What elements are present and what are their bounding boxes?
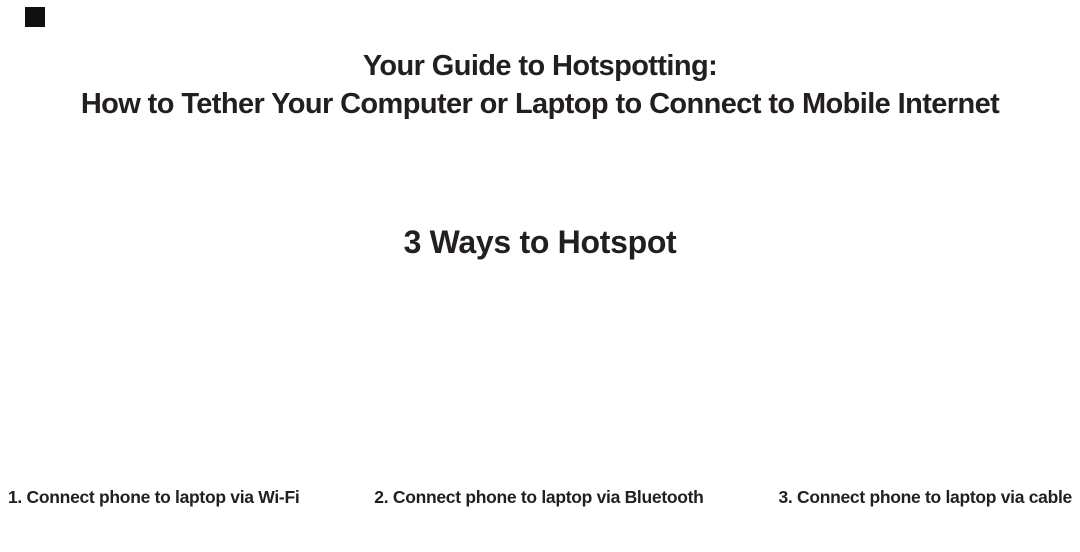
section-heading: 3 Ways to Hotspot [403,224,677,260]
step-3-caption: 3. Connect phone to laptop via cable [778,487,1072,507]
corner-square-marker [25,7,45,27]
page-title-line-1: Your Guide to Hotspotting: [362,50,718,82]
page-title-line-2: How to Tether Your Computer or Laptop to Connect to Mobile Internet [80,88,1000,120]
steps-row [0,487,1080,508]
step-1-caption: 1. Connect phone to laptop via Wi-Fi [8,487,300,507]
step-2-caption: 2. Connect phone to laptop via Bluetooth [374,487,704,507]
illustration-empty-area [0,270,1080,480]
